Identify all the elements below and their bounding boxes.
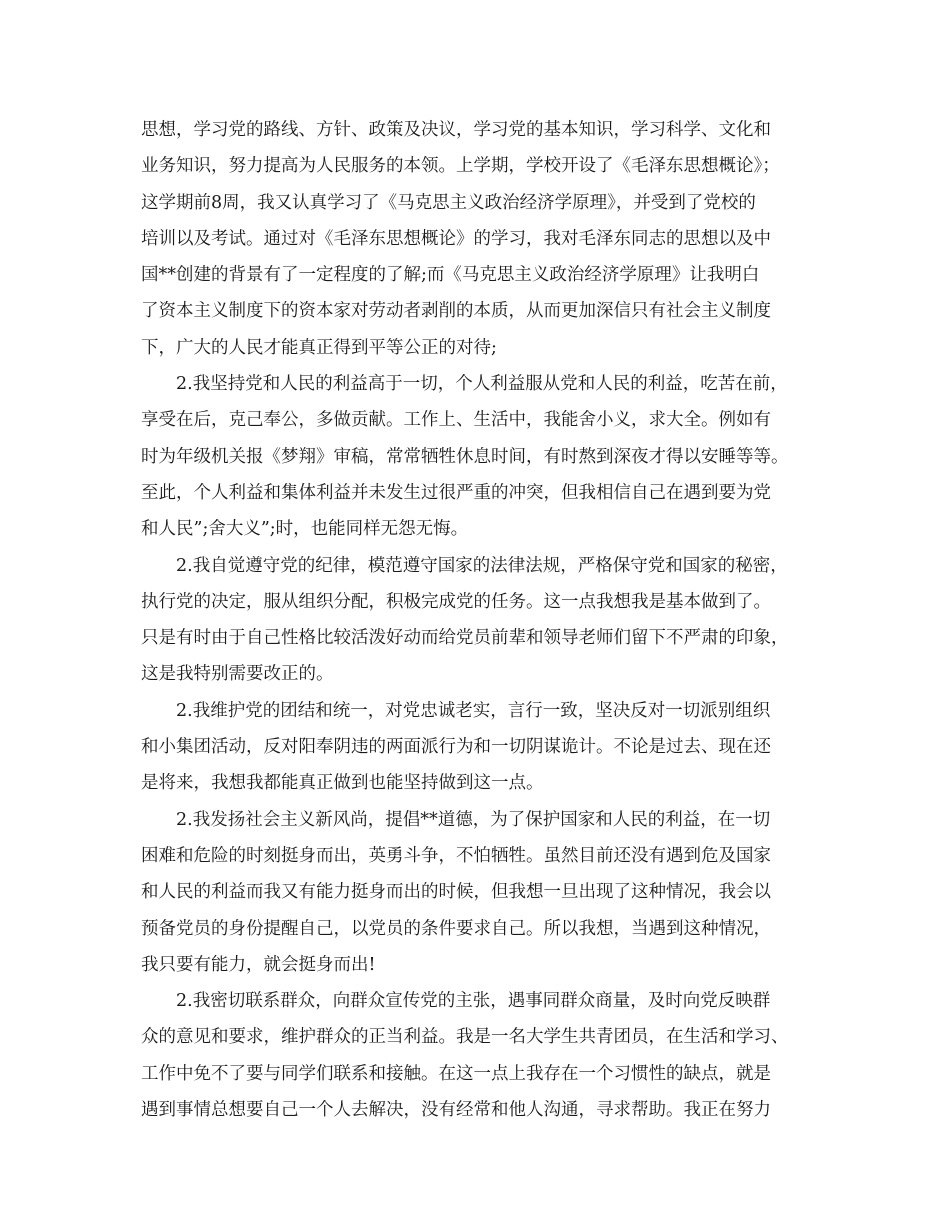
paragraph-1 <box>141 112 821 366</box>
text-line: 享受在后，克己奉公，多做贡献。工作上、生活中，我能舍小义，求大全。例如有 <box>141 410 771 431</box>
paragraph-2 <box>141 366 821 547</box>
text-line: 业务知识，努力提高为人民服务的本领。上学期，学校开设了《毛泽东思想概论》； <box>141 156 780 177</box>
text-line: 2.我维护党的团结和统一，对党忠诚老实，言行一致，坚决反对一切派别组织 <box>176 700 771 721</box>
document-body <box>141 112 821 1128</box>
text-line: 国**创建的背景有了一定程度的了解;而《马克思主义政治经济学原理》让我明白 <box>141 265 760 286</box>
paragraph-4 <box>141 693 821 802</box>
text-line: 困难和危险的时刻挺身而出，英勇斗争，不怕牺牲。虽然目前还没有遇到危及国家 <box>141 845 771 866</box>
text-line: 只是有时由于自己性格比较活泼好动而给党员前辈和领导老师们留下不严肃的印象， <box>141 628 789 649</box>
text-line: 工作中免不了要与同学们联系和接触。在这一点上我存在一个习惯性的缺点，就是 <box>141 1063 771 1084</box>
text-line: 执行党的决定，服从组织分配，积极完成党的任务。这一点我想我是基本做到了。 <box>141 591 771 612</box>
text-line: 和人民”;舍大义”;时，也能同样无怨无悔。 <box>141 519 469 540</box>
text-line: 众的意见和要求，维护群众的正当利益。我是一名大学生共青团员，在生活和学习、 <box>141 1027 789 1048</box>
text-line: 培训以及考试。通过对《毛泽东思想概论》的学习，我对毛泽东同志的思想以及中 <box>141 228 771 249</box>
text-line: 2.我自觉遵守党的纪律，模范遵守国家的法律法规，严格保守党和国家的秘密， <box>176 555 788 576</box>
paragraph-6 <box>141 983 821 1128</box>
text-line: 2.我发扬社会主义新风尚，提倡**道德，为了保护国家和人民的利益，在一切 <box>176 809 771 830</box>
text-line: 是将来，我想我都能真正做到也能坚持做到这一点。 <box>141 773 544 794</box>
text-line: 思想，学习党的路线、方针、政策及决议，学习党的基本知识，学习科学、文化和 <box>141 120 771 140</box>
text-line: 遇到事情总想要自己一个人去解决，没有经常和他人沟通，寻求帮助。我正在努力 <box>141 1100 771 1121</box>
text-line: 2.我坚持党和人民的利益高于一切，个人利益服从党和人民的利益，吃苦在前， <box>176 374 788 395</box>
text-line: 2.我密切联系群众，向群众宣传党的主张，遇事同群众商量，及时向党反映群 <box>176 991 771 1012</box>
text-line: 预备党员的身份提醒自己，以党员的条件要求自己。所以我想，当遇到这种情况， <box>141 918 771 939</box>
text-line: 至此，个人利益和集体利益并未发生过很严重的冲突，但我相信自己在遇到要为党 <box>141 482 771 503</box>
text-line: 我只要有能力，就会挺身而出! <box>141 954 376 975</box>
text-line: 了资本主义制度下的资本家对劳动者剥削的本质，从而更加深信只有社会主义制度 <box>141 301 771 322</box>
text-line: 这学期前8周，我又认真学习了《马克思主义政治经济学原理》，并受到了党校的 <box>141 192 756 213</box>
text-line: 时为年级机关报《梦翔》审稿，常常牺牲休息时间，有时熬到深夜才得以安睡等等。 <box>141 446 789 467</box>
text-line: 这是我特别需要改正的。 <box>141 664 334 685</box>
text-line: 和小集团活动，反对阳奉阴违的两面派行为和一切阴谋诡计。不论是过去、现在还 <box>141 737 771 758</box>
paragraph-3 <box>141 548 821 693</box>
text-line: 下，广大的人民才能真正得到平等公正的对待; <box>141 337 497 358</box>
text-line: 和人民的利益而我又有能力挺身而出的时候，但我想一旦出现了这种情况，我会以 <box>141 882 771 903</box>
paragraph-5 <box>141 802 821 983</box>
